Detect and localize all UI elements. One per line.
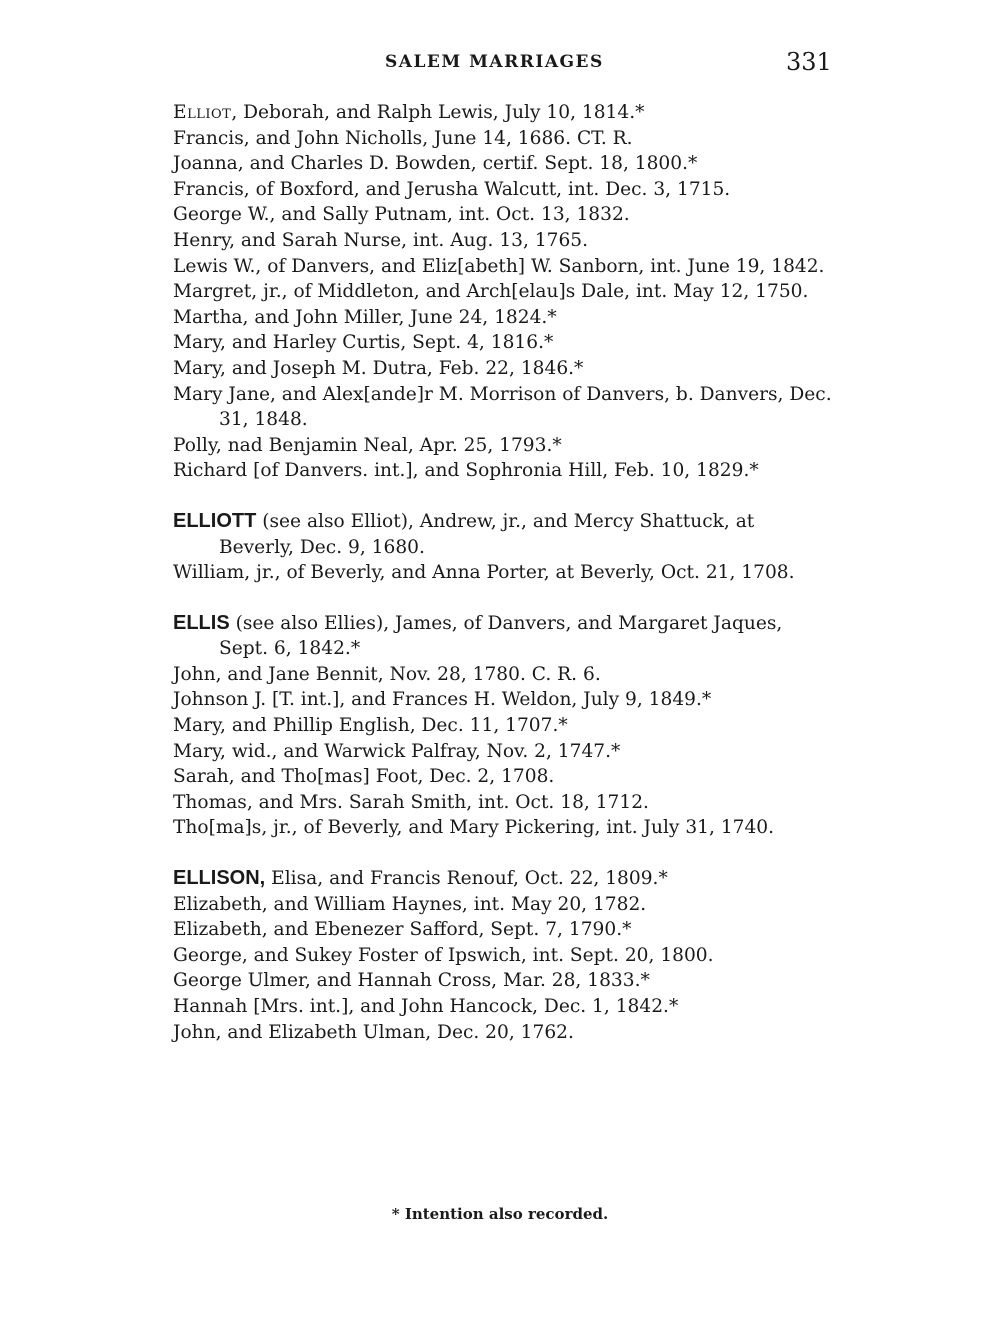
marriage-entry: [173, 739, 833, 765]
entry-text: Thomas, and Mrs. Sarah Smith, int. Oct. 18, 1712.: [173, 791, 649, 813]
surname-block: [173, 509, 833, 586]
marriage-entry: [173, 177, 833, 203]
marriage-entry: [173, 687, 833, 713]
marriage-entries: [173, 100, 833, 1045]
marriage-entry: [173, 126, 833, 152]
entry-text: Lewis W., of Danvers, and Eliz[abeth] W. Sanborn, int. June 19, 1842.: [173, 255, 825, 277]
entry-text: Hannah [Mrs. int.], and John Hancock, Dec. 1, 1842.*: [173, 996, 679, 1017]
marriage-entry: [173, 917, 833, 943]
entry-text: Joanna, and Charles D. Bowden, certif. Sept. 18, 1800.*: [173, 153, 698, 175]
surname-heading: Elliot: [173, 102, 232, 123]
page-title: SALEM MARRIAGES: [385, 52, 604, 72]
entry-text: Elisa, and Francis Renouf, Oct. 22, 1809.*: [271, 868, 668, 890]
surname-heading: ELLISON,: [173, 867, 266, 890]
entry-text: Henry, and Sarah Nurse, int. Aug. 13, 1765.: [173, 229, 589, 251]
entry-text: Richard [of Danvers. int.], and Sophronia Hill, Feb. 10, 1829.*: [173, 460, 759, 482]
entry-text: George Ulmer, and Hannah Cross, Mar. 28, 1833.*: [173, 970, 650, 992]
entry-text: George, and Sukey Foster of Ipswich, int. Sept. 20, 1800.: [173, 944, 714, 966]
entry-text: Mary, and Harley Curtis, Sept. 4, 1816.*: [173, 332, 554, 354]
marriage-entry: [173, 458, 833, 484]
footnote: * Intention also recorded.: [391, 1205, 609, 1223]
marriage-entry: [173, 713, 833, 739]
marriage-entry: [173, 790, 833, 816]
marriage-entry: [173, 662, 833, 688]
entry-text: Deborah, and Ralph Lewis, July 10, 1814.*: [243, 102, 645, 123]
marriage-entry: Elliot, Deborah, and Ralph Lewis, July 10, 1814.*: [173, 102, 645, 123]
entry-text: Elizabeth, and Ebenezer Safford, Sept. 7, 1790.*: [173, 919, 632, 941]
marriage-entry: [173, 1020, 833, 1046]
page-number: 331: [786, 48, 832, 76]
entry-text: Francis, and John Nicholls, June 14, 1686. CT. R.: [173, 127, 633, 149]
marriage-entry: [173, 202, 833, 228]
marriage-entry: [173, 968, 833, 994]
marriage-entry: [173, 279, 833, 305]
marriage-entry: [173, 305, 833, 331]
marriage-entry: [173, 382, 833, 433]
entry-text: William, jr., of Beverly, and Anna Porter, at Beverly, Oct. 21, 1708.: [173, 562, 795, 584]
entry-text: Polly, nad Benjamin Neal, Apr. 25, 1793.*: [173, 434, 562, 456]
marriage-entry: [173, 254, 833, 280]
marriage-entry: [173, 509, 833, 560]
marriage-entry: [173, 228, 833, 254]
surname-heading: ELLIS: [173, 611, 230, 634]
entry-text: Francis, of Boxford, and Jerusha Walcutt, int. Dec. 3, 1715.: [173, 178, 731, 200]
entry-text: Elizabeth, and William Haynes, int. May 20, 1782.: [173, 893, 647, 915]
marriage-entry: [173, 943, 833, 969]
marriage-entry: [173, 866, 833, 892]
entry-text: John, and Jane Bennit, Nov. 28, 1780. C. R. 6.: [173, 663, 601, 685]
entry-text: (see also Ellies), James, of Danvers, and Margaret Jaques, Sept. 6, 1842.*: [219, 612, 783, 660]
marriage-entry: [173, 330, 833, 356]
marriage-entry: [173, 815, 833, 841]
entry-text: George W., and Sally Putnam, int. Oct. 13, 1832.: [173, 204, 630, 226]
marriage-entry: [173, 560, 833, 586]
marriage-entry: [173, 611, 833, 662]
entry-text: Mary Jane, and Alex[ande]r M. Morrison of Danvers, b. Danvers, Dec. 31, 1848.: [173, 383, 832, 431]
entry-text: Mary, and Phillip English, Dec. 11, 1707.*: [173, 715, 568, 737]
marriage-entry: [173, 433, 833, 459]
marriage-entry: [173, 764, 833, 790]
surname-block: [173, 866, 833, 1045]
entry-text: Johnson J. [T. int.], and Frances H. Weldon, July 9, 1849.*: [173, 689, 712, 711]
entry-text: Sarah, and Tho[mas] Foot, Dec. 2, 1708.: [173, 766, 555, 788]
entry-text: Mary, and Joseph M. Dutra, Feb. 22, 1846.*: [173, 357, 584, 379]
marriage-entry: [173, 151, 833, 177]
entry-text: Martha, and John Miller, June 24, 1824.*: [173, 306, 557, 328]
entry-text: Tho[ma]s, jr., of Beverly, and Mary Pickering, int. July 31, 1740.: [173, 817, 775, 839]
entry-text: John, and Elizabeth Ulman, Dec. 20, 1762.: [173, 1021, 574, 1043]
entry-text: (see also Elliot), Andrew, jr., and Mercy Shattuck, at Beverly, Dec. 9, 1680.: [219, 510, 755, 558]
surname-block: [173, 611, 833, 841]
marriage-entry: [173, 994, 833, 1020]
entry-text: Mary, wid., and Warwick Palfray, Nov. 2, 1747.*: [173, 740, 621, 762]
entry-text: Margret, jr., of Middleton, and Arch[elau]s Dale, int. May 12, 1750.: [173, 281, 809, 303]
marriage-entry: [173, 892, 833, 918]
surname-heading: ELLIOTT: [173, 509, 257, 532]
surname-block: [173, 100, 833, 484]
marriage-entry: [173, 356, 833, 382]
